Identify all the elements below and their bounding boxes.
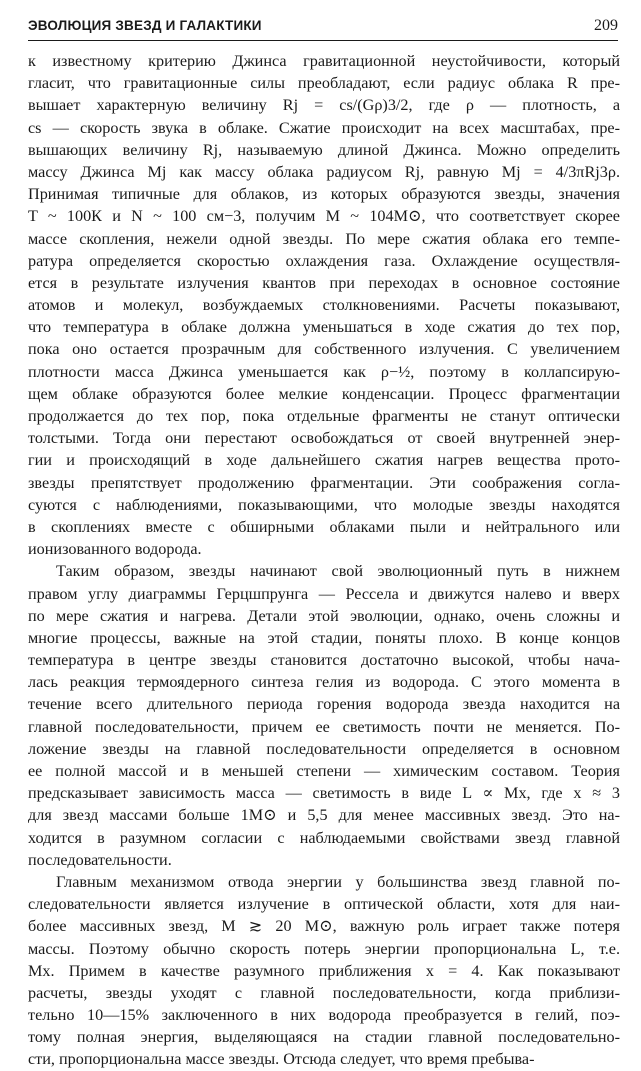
text-line: для звезд массами больше 1M⊙ и 5,5 для менее массивных звезд. Это на- [28, 806, 620, 825]
text-line: T ~ 100К и N ~ 100 см−3, получим M ~ 104M⊙, что соответствует скорее [28, 207, 620, 226]
text-line: атомов и молекул, возбуждаемых столкновениями. Расчеты показывают, [28, 296, 620, 315]
text-line: вышающих величину Rj, называемую длиной Джинса. Можно определить [28, 140, 620, 159]
text-line: гии и происходящий в ходе дальнейшего сжатия нагрев вещества прото- [28, 451, 620, 470]
text-line: гласит, что гравитационные силы преобладают, если радиус облака R пре- [28, 74, 620, 93]
text-line: тому полная энергия, выделяющаяся на стадии главной последовательно- [28, 1028, 620, 1047]
text-line: предсказывает зависимость масса — светимость в виде L ∝ Mx, где x ≈ 3 [28, 784, 620, 803]
text-line: многие процессы, важные на этой стадии, поняты плохо. В конце концов [28, 628, 620, 647]
text-line: звезды препятствует продолжению фрагментации. Эти соображения согла- [28, 473, 620, 492]
body-text [28, 50, 620, 1071]
text-line: продолжается до тех пор, пока отдельные фрагменты не станут оптически [28, 407, 620, 425]
text-line: лась реакция термоядерного синтеза гелия из водорода. С этого момента в [28, 673, 620, 692]
text-line: cs — скорость звука в облаке. Сжатие происходит на всех масштабах, пре- [28, 118, 620, 137]
text-line: по мере сжатия и нагрева. Детали этой эволюции, однако, очень сложны и [28, 606, 620, 625]
chapter-title: ЭВОЛЮЦИЯ ЗВЕЗД И ГАЛАКТИКИ [28, 18, 262, 33]
text-line: плотности масса Джинса уменьшается как ρ−½, поэтому в коллапсирую- [28, 362, 620, 381]
text-line: что температура в облаке должна уменьшаться в ходе сжатия до тех пор, [28, 318, 620, 337]
text-line: Таким образом, звезды начинают свой эволюционный путь в нижнем [56, 562, 620, 581]
text-line: более массивных звезд, M ≳ 20 M⊙, важную роль играет также потеря [28, 917, 620, 936]
text-line: следовательности является излучение в оптической области, хотя для наи- [28, 895, 620, 914]
text-line: тельно 10—15% заключенного в них водорода преобразуется в гелий, поэ- [28, 1006, 620, 1025]
text-line: ется в результате излучения квантов при переходах в основное состояние [28, 273, 620, 292]
text-line: ратура определяется скоростью охлаждения газа. Охлаждение осуществля- [28, 251, 620, 270]
text-line: щем облаке образуются более мелкие конденсации. Процесс фрагментации [28, 384, 620, 403]
paragraph [28, 560, 620, 871]
text-line: ионизованного водорода. [28, 540, 202, 559]
text-line: ложение звезды на главной последовательности определяется в основном [28, 739, 620, 758]
text-line: пока оно остается прозрачным для собственного излучения. С увеличением [28, 340, 620, 359]
page-number: 209 [594, 17, 618, 34]
text-line: расчеты, звезды уходят с главной последовательности, когда приблизи- [28, 983, 620, 1002]
running-header [28, 14, 618, 36]
paragraph [28, 871, 620, 1071]
text-line: главной последовательности, причем ее светимость почти не меняется. По- [28, 717, 620, 736]
text-line: Mx. Примем в качестве разумного приближения x = 4. Как показывают [28, 961, 620, 980]
text-line: сти, пропорциональна массе звезды. Отсюда следует, что время пребыва- [28, 1050, 535, 1069]
text-line: к известному критерию Джинса гравитационной неустойчивости, который [28, 52, 620, 70]
text-line: правом углу диаграммы Герцшпрунга — Рессела и движутся налево и вверх [28, 584, 620, 603]
text-line: Главным механизмом отвода энергии у большинства звезд главной по- [56, 872, 620, 891]
text-line: массы. Поэтому обычно скорость потерь энергии пропорциональна L, т.е. [28, 939, 620, 958]
text-line: ходится в разумном согласии с наблюдаемыми свойствами звезд главной [28, 828, 620, 847]
text-line: суются с наблюдениями, показывающими, что молодые звезды находятся [28, 495, 620, 514]
text-line: массе скопления, нежели одной звезды. По мере сжатия облака его темпе- [28, 229, 620, 248]
header-rule [28, 40, 618, 41]
text-line: массу Джинса Mj как массу облака радиусом Rj, равную Mj = 4/3πRj3ρ. [28, 162, 620, 181]
text-line: в скоплениях вместе с обширными облаками пыли и нейтрального или [28, 517, 620, 536]
text-line: ее полной массой и в меньшей степени — химическим составом. Теория [28, 762, 620, 780]
text-line: толстыми. Тогда они перестают освобождаться от своей внутренней энер- [28, 429, 620, 448]
text-line: течение всего длительного периода горения водорода звезда находится на [28, 695, 620, 714]
text-line: последовательности. [28, 850, 172, 869]
text-line: вышает характерную величину Rj = cs/(Gρ)3/2, где ρ — плотность, а [28, 96, 620, 115]
text-line: температура в центре звезды становится достаточно высокой, чтобы нача- [28, 651, 620, 670]
text-line: Принимая типичные для облаков, из которых образуются звезды, значения [28, 185, 620, 204]
paragraph [28, 50, 620, 560]
